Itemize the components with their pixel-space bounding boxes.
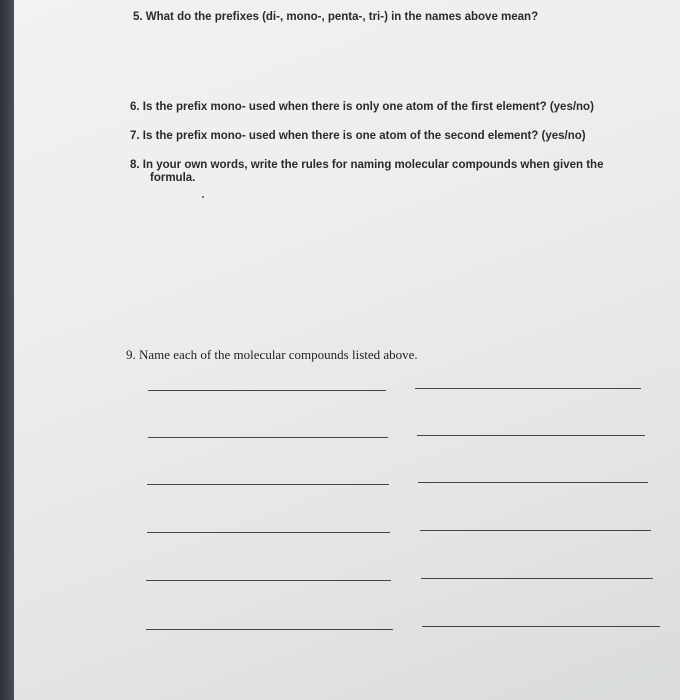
answer-blank[interactable] [146,629,393,630]
question-6: 6. Is the prefix mono- used when there is only one atom of the first element? (yes/no) [130,101,594,113]
answer-blank[interactable] [147,532,390,533]
answer-blank[interactable] [415,388,641,389]
answer-blank[interactable] [417,435,645,436]
answer-blank[interactable] [146,580,391,581]
worksheet-page [14,0,680,700]
pen-mark [202,196,204,198]
answer-blank[interactable] [148,437,388,438]
question-8-line-2: formula. [150,172,196,184]
answer-blank[interactable] [147,484,389,485]
answer-blank[interactable] [422,626,660,627]
answer-blank[interactable] [418,482,648,483]
question-7: 7. Is the prefix mono- used when there is one atom of the second element? (yes/no) [130,130,586,142]
answer-blank[interactable] [421,578,653,579]
answer-blank[interactable] [148,390,386,391]
question-9: 9. Name each of the molecular compounds listed above. [126,347,418,362]
question-5: 5. What do the prefixes (di-, mono-, penta-, tri-) in the names above mean? [133,11,539,23]
question-8-line-1: 8. In your own words, write the rules for naming molecular compounds when given the [130,159,604,171]
answer-blank[interactable] [420,530,651,531]
desk-edge [0,0,14,700]
